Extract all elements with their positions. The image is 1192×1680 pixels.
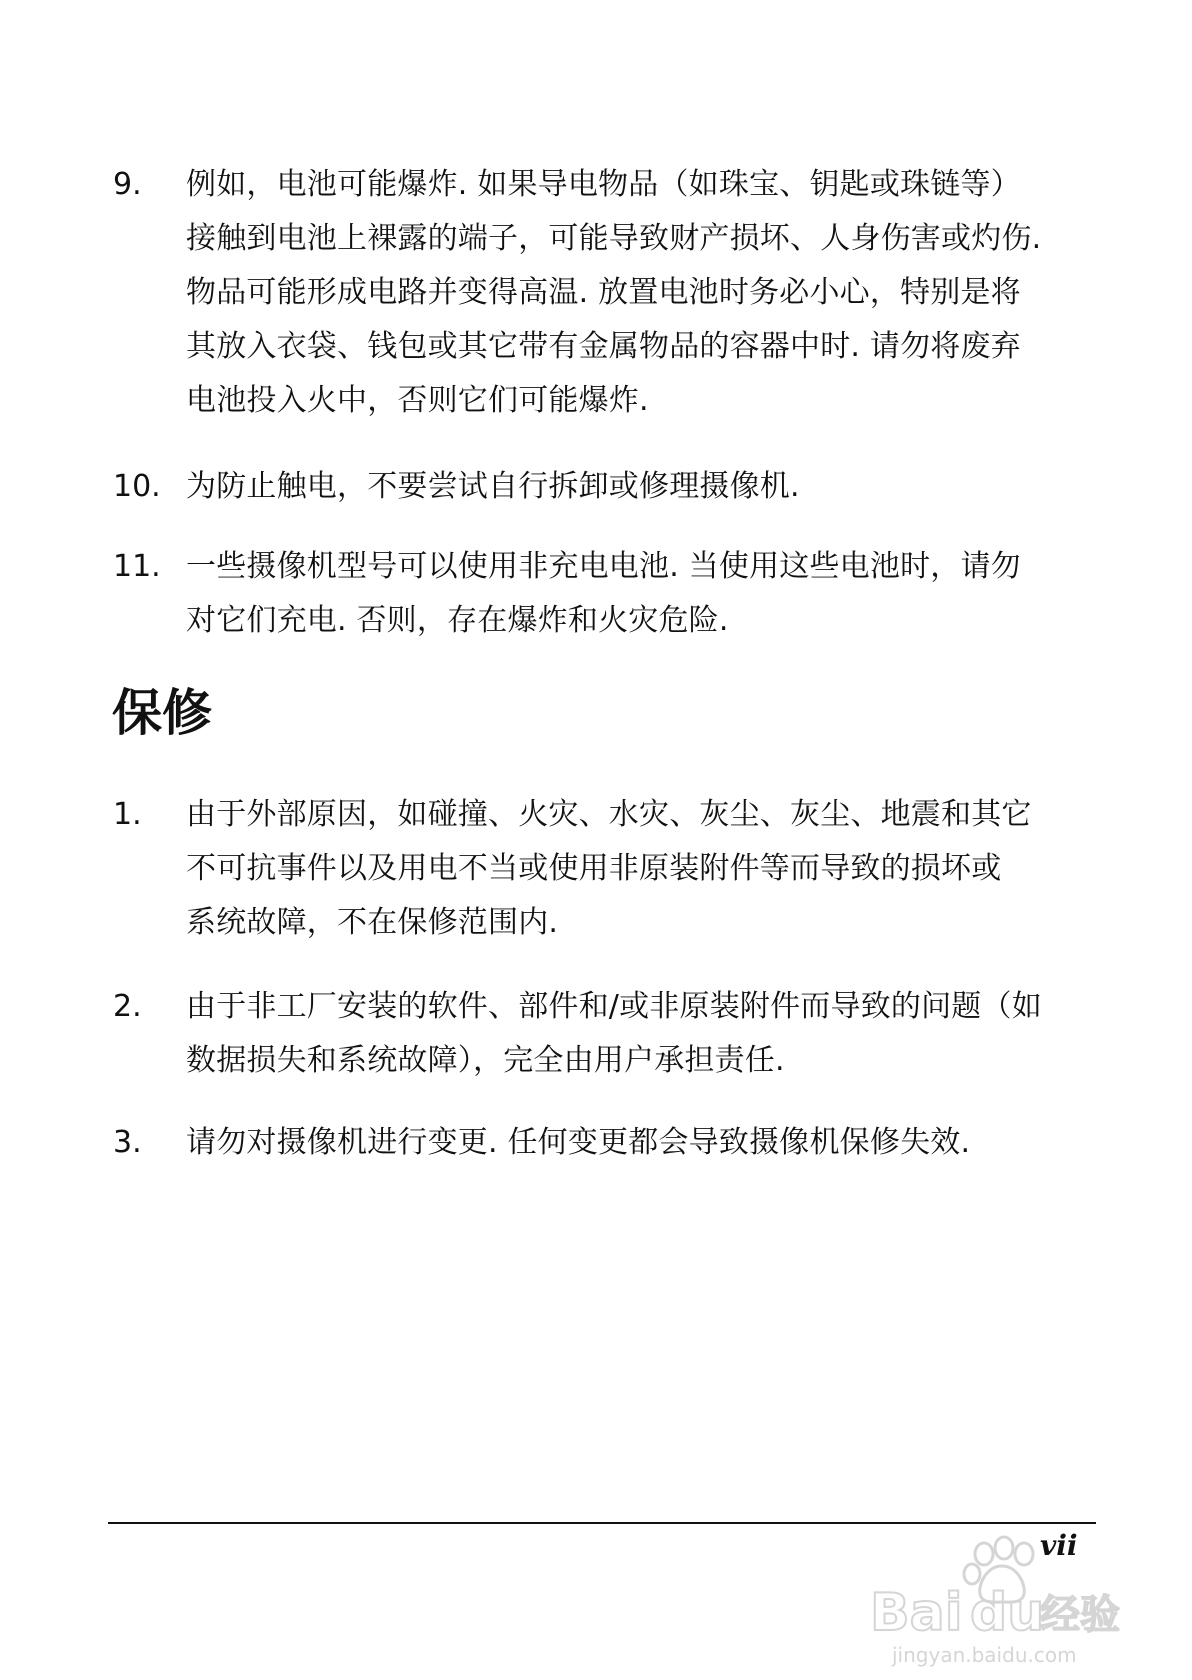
- item-text-line: 数据损失和系统故障），完全由用户承担责任.: [186, 1043, 785, 1078]
- section-heading-warranty: 保修: [112, 684, 212, 742]
- item-number: 11.: [113, 549, 161, 584]
- item-text-line: 物品可能形成电路并变得高温. 放置电池时务必小心，特别是将: [186, 275, 1021, 310]
- item-text-line: 系统故障，不在保修范围内.: [186, 905, 559, 940]
- item-number: 9.: [113, 167, 142, 202]
- page-number: vii: [1040, 1529, 1078, 1562]
- item-text-line: 电池投入火中，否则它们可能爆炸.: [186, 383, 649, 418]
- item-text-line: 不可抗事件以及用电不当或使用非原装附件等而导致的损坏或: [186, 851, 1002, 886]
- item-text-line: 一些摄像机型号可以使用非充电电池. 当使用这些电池时，请勿: [186, 549, 1021, 584]
- item-text-line: 为防止触电，不要尝试自行拆卸或修理摄像机.: [186, 469, 800, 504]
- item-number: 1.: [113, 797, 142, 832]
- item-text-line: 对它们充电. 否则，存在爆炸和火灾危险.: [186, 603, 729, 638]
- svg-text:du: du: [970, 1583, 1045, 1643]
- item-number: 3.: [113, 1125, 142, 1160]
- item-number: 10.: [113, 469, 161, 504]
- svg-text:jingyan.baidu.com: jingyan.baidu.com: [892, 1643, 1077, 1667]
- item-text-line: 由于外部原因，如碰撞、火灾、水灾、灰尘、灰尘、地震和其它: [186, 797, 1032, 832]
- svg-text:Bai: Bai: [870, 1583, 963, 1643]
- item-text-line: 请勿对摄像机进行变更. 任何变更都会导致摄像机保修失效.: [186, 1125, 971, 1160]
- item-text-line: 接触到电池上裸露的端子，可能导致财产损坏、人身伤害或灼伤.: [186, 221, 1042, 256]
- baidu-watermark-logo: [852, 1532, 1152, 1672]
- item-text-line: 其放入衣袋、钱包或其它带有金属物品的容器中时. 请勿将废弃: [186, 329, 1021, 364]
- item-text-line: 由于非工厂安装的软件、部件和/或非原装附件而导致的问题（如: [186, 989, 1042, 1024]
- item-number: 2.: [113, 989, 142, 1024]
- item-text-line: 例如，电池可能爆炸. 如果导电物品（如珠宝、钥匙或珠链等）: [186, 167, 1021, 202]
- footer-rule: [108, 1522, 1096, 1524]
- svg-text:经验: 经验: [1040, 1592, 1120, 1638]
